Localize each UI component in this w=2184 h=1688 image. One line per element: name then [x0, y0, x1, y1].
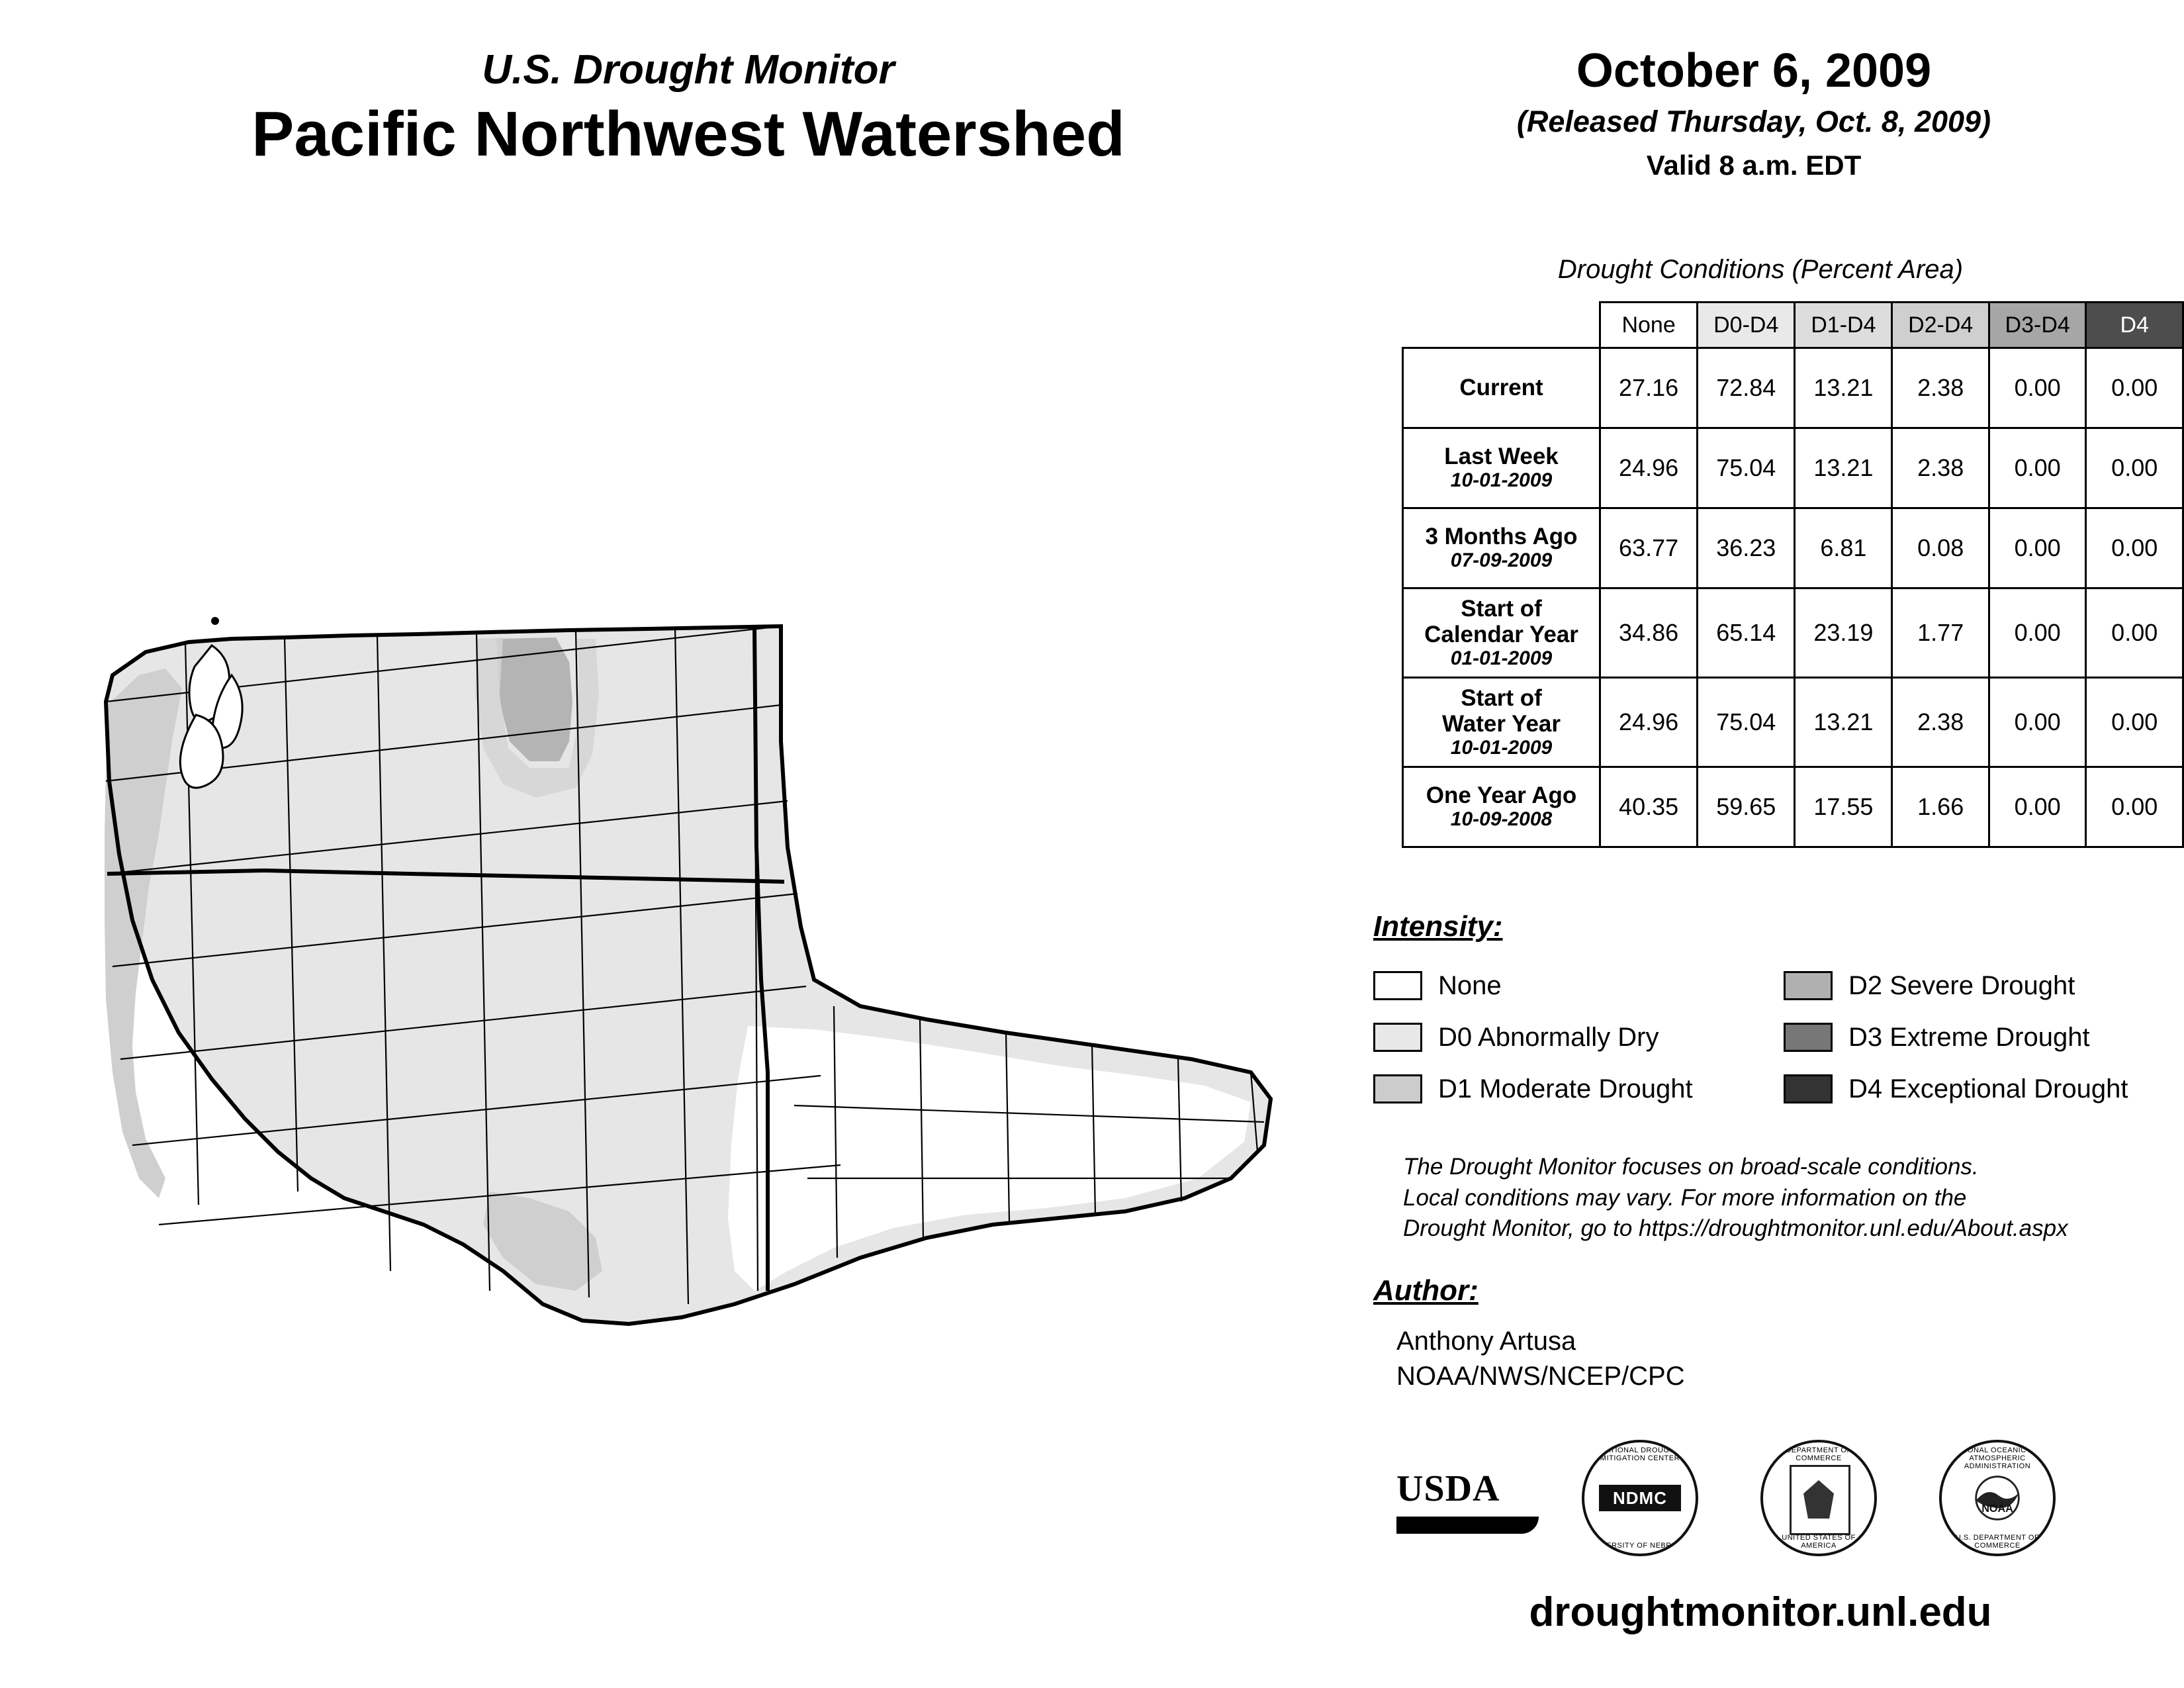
cell-d1d4: 23.19: [1795, 588, 1892, 678]
title-block: [60, 47, 1317, 169]
cell-d4: 0.00: [2086, 588, 2183, 678]
author-block: [1396, 1324, 1685, 1394]
column-header-d4: D4: [2086, 303, 2183, 348]
cell-d2d4: 1.66: [1892, 767, 1989, 847]
ndmc-ring-bottom-text: UNIVERSITY OF NEBRASKA: [1587, 1542, 1693, 1550]
ndmc-ring-top-text: NATIONAL DROUGHT MITIGATION CENTER: [1600, 1446, 1680, 1462]
cell-d3d4: 0.00: [1989, 767, 2085, 847]
author-name: Anthony Artusa: [1396, 1327, 1576, 1356]
cell-d4: 0.00: [2086, 428, 2183, 508]
table-row: [1403, 767, 2183, 847]
cell-none: 24.96: [1600, 428, 1698, 508]
program-title: U.S. Drought Monitor: [482, 47, 895, 93]
noaa-bird-icon: [1966, 1473, 2029, 1523]
cell-d2d4: 0.08: [1892, 508, 1989, 588]
column-header-none: None: [1600, 303, 1698, 348]
row-label-current: [1403, 348, 1600, 428]
doc-ring-top-text: DEPARTMENT OF COMMERCE: [1786, 1446, 1852, 1462]
noaa-logo-icon: [1939, 1440, 2056, 1556]
drought-conditions-table: [1402, 301, 2184, 848]
legend-label: D1 Moderate Drought: [1438, 1074, 1693, 1103]
row-label-text: One Year Ago: [1426, 782, 1577, 809]
cell-none: 34.86: [1600, 588, 1698, 678]
swatch-none-icon: [1373, 971, 1422, 1000]
usda-logo-text: USDA: [1396, 1468, 1500, 1509]
table-corner-cell: [1403, 303, 1600, 348]
disclaimer-line-1: The Drought Monitor focuses on broad-scale conditions.: [1403, 1154, 1979, 1180]
doc-shield-icon: [1790, 1465, 1850, 1535]
row-label-last-week: [1403, 428, 1600, 508]
row-label-date: 10-09-2008: [1450, 808, 1553, 831]
legend-column-left: [1373, 960, 1693, 1115]
table-row: [1403, 428, 2183, 508]
cell-d1d4: 17.55: [1795, 767, 1892, 847]
cell-d0d4: 36.23: [1698, 508, 1795, 588]
ndmc-logo-icon: [1582, 1440, 1698, 1556]
swatch-d0-icon: [1373, 1023, 1422, 1052]
row-label-date: 10-01-2009: [1450, 736, 1553, 759]
column-header-d3d4: D3-D4: [1989, 303, 2085, 348]
doc-ring-bottom-text: UNITED STATES OF AMERICA: [1782, 1534, 1856, 1550]
cell-d2d4: 2.38: [1892, 428, 1989, 508]
cell-d2d4: 2.38: [1892, 678, 1989, 767]
row-label-text-line1: Start of: [1461, 595, 1542, 622]
cell-none: 24.96: [1600, 678, 1698, 767]
cell-d3d4: 0.00: [1989, 588, 2085, 678]
cell-d4: 0.00: [2086, 678, 2183, 767]
row-label-text: 3 Months Ago: [1425, 524, 1578, 550]
row-label-text: Current: [1459, 375, 1543, 401]
disclaimer-line-2: Local conditions may vary. For more information on the: [1403, 1184, 1967, 1211]
swatch-d4-icon: [1784, 1074, 1833, 1103]
released-date: (Released Thursday, Oct. 8, 2009): [1516, 104, 1991, 138]
region-title: Pacific Northwest Watershed: [251, 99, 1125, 169]
author-affiliation: NOAA/NWS/NCEP/CPC: [1396, 1362, 1685, 1391]
cell-d3d4: 0.00: [1989, 508, 2085, 588]
map-svg: [66, 477, 1343, 1403]
website-url: droughtmonitor.unl.edu: [1529, 1589, 1992, 1635]
cell-d3d4: 0.00: [1989, 678, 2085, 767]
legend-item-d3: [1784, 1011, 2128, 1063]
date-block: [1377, 46, 2131, 181]
table-row: [1403, 348, 2183, 428]
map-drought-areas: [105, 626, 1271, 1324]
cell-d0d4: 75.04: [1698, 678, 1795, 767]
table-caption: Drought Conditions (Percent Area): [1557, 255, 1964, 284]
cell-d3d4: 0.00: [1989, 348, 2085, 428]
cell-d0d4: 72.84: [1698, 348, 1795, 428]
cell-d4: 0.00: [2086, 767, 2183, 847]
logo-row: [1383, 1440, 2144, 1556]
cell-d0d4: 75.04: [1698, 428, 1795, 508]
cell-d1d4: 6.81: [1795, 508, 1892, 588]
row-label-date: 10-01-2009: [1450, 469, 1553, 492]
cell-d2d4: 2.38: [1892, 348, 1989, 428]
valid-time: Valid 8 a.m. EDT: [1646, 149, 1862, 181]
legend-item-d0: [1373, 1011, 1693, 1063]
disclaimer-line-3: Drought Monitor, go to https://droughtmonitor.unl.edu/About.aspx: [1403, 1215, 2068, 1242]
row-label-date: 01-01-2009: [1450, 647, 1553, 669]
cell-d3d4: 0.00: [1989, 428, 2085, 508]
table-row: [1403, 678, 2183, 767]
legend-label: D4 Exceptional Drought: [1848, 1074, 2128, 1103]
ndmc-logo-text: NDMC: [1599, 1485, 1681, 1511]
pacific-northwest-watershed-map: [66, 477, 1343, 1403]
noaa-ring-bottom-text: U.S. DEPARTMENT OF COMMERCE: [1955, 1534, 2040, 1550]
author-heading: Author:: [1373, 1274, 1479, 1307]
cell-d1d4: 13.21: [1795, 348, 1892, 428]
svg-text:NOAA: NOAA: [1981, 1502, 2013, 1515]
cell-d2d4: 1.77: [1892, 588, 1989, 678]
map-point-marker: [211, 617, 219, 625]
legend-column-right: [1784, 960, 2128, 1115]
cell-d4: 0.00: [2086, 348, 2183, 428]
legend-label: None: [1438, 970, 1502, 1000]
noaa-ring-top-text: NATIONAL OCEANIC AND ATMOSPHERIC ADMINISTRATION: [1950, 1446, 2045, 1470]
intensity-heading: Intensity:: [1373, 910, 1503, 943]
disclaimer: [1403, 1152, 2184, 1244]
usda-logo-icon: [1396, 1440, 1555, 1534]
usda-logo-bar: [1396, 1517, 1539, 1534]
cell-d1d4: 13.21: [1795, 428, 1892, 508]
legend-item-d1: [1373, 1063, 1693, 1115]
row-label-text-line2: Calendar Year: [1424, 621, 1578, 647]
cell-d0d4: 59.65: [1698, 767, 1795, 847]
row-label-start-of-water-year: [1403, 678, 1600, 767]
cell-none: 40.35: [1600, 767, 1698, 847]
swatch-d3-icon: [1784, 1023, 1833, 1052]
cell-none: 63.77: [1600, 508, 1698, 588]
row-label-one-year-ago: [1403, 767, 1600, 847]
cell-d1d4: 13.21: [1795, 678, 1892, 767]
legend-item-d4: [1784, 1063, 2128, 1115]
legend-item-none: [1373, 960, 1693, 1011]
legend-label: D0 Abnormally Dry: [1438, 1022, 1659, 1052]
column-header-d0d4: D0-D4: [1698, 303, 1795, 348]
cell-none: 27.16: [1600, 348, 1698, 428]
cell-d4: 0.00: [2086, 508, 2183, 588]
row-label-text-line2: Water Year: [1442, 710, 1561, 737]
swatch-d2-icon: [1784, 971, 1833, 1000]
row-label-start-of-calendar-year: [1403, 588, 1600, 678]
table-row: [1403, 508, 2183, 588]
legend-label: D2 Severe Drought: [1848, 970, 2075, 1000]
cell-d0d4: 65.14: [1698, 588, 1795, 678]
basin-d0-area: [106, 626, 1271, 1324]
legend-label: D3 Extreme Drought: [1848, 1022, 2090, 1052]
table-row: [1403, 588, 2183, 678]
column-header-d1d4: D1-D4: [1795, 303, 1892, 348]
row-label-3-months-ago: [1403, 508, 1600, 588]
row-label-text-line1: Start of: [1461, 684, 1542, 711]
legend-item-d2: [1784, 960, 2128, 1011]
row-label-text: Last Week: [1444, 444, 1559, 470]
row-label-date: 07-09-2009: [1450, 549, 1553, 572]
table-header-row: [1403, 303, 2183, 348]
doc-seal-logo-icon: [1760, 1440, 1877, 1556]
column-header-d2d4: D2-D4: [1892, 303, 1989, 348]
swatch-d1-icon: [1373, 1074, 1422, 1103]
release-date: October 6, 2009: [1576, 44, 1932, 97]
